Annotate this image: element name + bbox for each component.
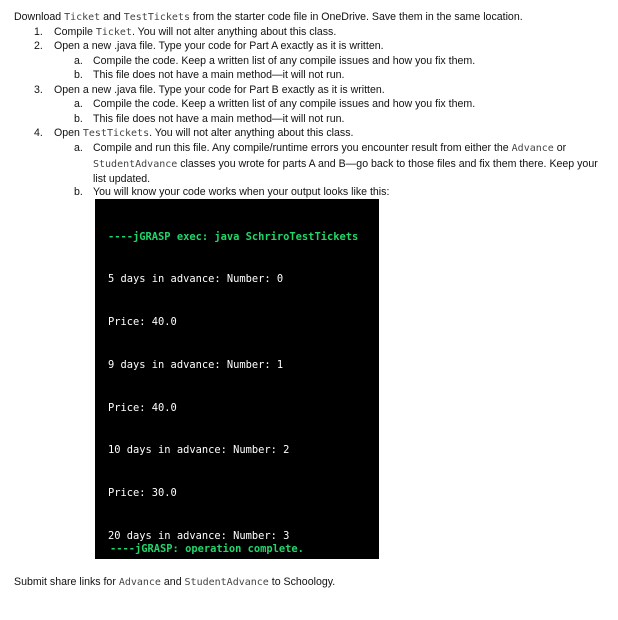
code-advance: Advance	[511, 143, 554, 154]
step-number: 4.	[34, 127, 43, 139]
code-studentadvance: StudentAdvance	[184, 577, 269, 588]
intro-text: and	[100, 11, 124, 23]
code-ticket: Ticket	[64, 12, 101, 23]
intro-text: from the starter code file in OneDrive. Save them in the same location.	[189, 11, 523, 23]
console-line: 20 days in advance: Number: 3	[108, 529, 290, 542]
step-text: . You will not alter anything about this class.	[149, 127, 354, 139]
substep-text: classes you wrote for parts A and B—go back to those files and fix them there. Keep your list updated.	[93, 157, 598, 186]
console-line: Price: 40.0	[108, 316, 177, 328]
console-line: 10 days in advance: Number: 2	[108, 444, 290, 457]
footer-text: Submit share links for	[14, 576, 119, 588]
substep-2a-text: Compile the code. Keep a written list of any compile issues and how you fix them.	[93, 55, 476, 67]
substep-4b-text: You will know your code works when your output looks like this:	[93, 186, 390, 198]
substep-text: or	[553, 142, 567, 154]
submit-instructions	[14, 575, 335, 591]
step-text: Compile	[54, 26, 96, 38]
code-ticket: Ticket	[95, 27, 132, 38]
step-text: Open	[54, 127, 83, 139]
step-4-text	[54, 126, 353, 142]
step-3-text: Open a new .java file. Type your code for Part B exactly as it is written.	[54, 84, 385, 96]
substep-number: b.	[74, 186, 83, 198]
console-line: Price: 30.0	[108, 487, 177, 499]
step-number: 1.	[34, 26, 43, 38]
console-header: ----jGRASP exec: java SchriroTestTickets	[108, 230, 359, 243]
code-testtickets: TestTickets	[123, 12, 190, 23]
step-number: 3.	[34, 84, 43, 96]
code-studentadvance: StudentAdvance	[93, 158, 178, 170]
substep-number: b.	[74, 113, 83, 125]
console-line: Price: 40.0	[108, 401, 177, 414]
substep-3a-text: Compile the code. Keep a written list of any compile issues and how you fix them.	[93, 98, 476, 110]
substep-4a-text	[93, 141, 598, 187]
substep-number: b.	[74, 69, 83, 81]
step-text: . You will not alter anything about this class.	[131, 26, 337, 38]
substep-3b-text: This file does not have a main method—it will not run.	[93, 113, 345, 125]
step-number: 2.	[34, 40, 43, 52]
intro-text: Download	[14, 11, 65, 23]
console-line: 9 days in advance: Number: 1	[108, 358, 284, 371]
code-testtickets: TestTickets	[82, 128, 150, 139]
substep-2b-text: This file does not have a main method—it will not run.	[93, 69, 345, 81]
console-output-window	[95, 199, 379, 559]
footer-text: to Schoology.	[268, 576, 336, 588]
console-footer: ----jGRASP: operation complete.	[110, 543, 304, 555]
substep-number: a.	[74, 55, 83, 67]
footer-text: and	[160, 576, 185, 588]
intro-paragraph	[14, 10, 523, 26]
console-lines	[108, 201, 358, 559]
console-line: 5 days in advance: Number: 0	[108, 273, 284, 286]
substep-number: a.	[74, 142, 83, 154]
code-advance: Advance	[118, 577, 161, 588]
substep-text: Compile and run this file. Any compile/runtime errors you encounter result from either the	[93, 142, 512, 154]
substep-number: a.	[74, 98, 83, 110]
step-2-text: Open a new .java file. Type your code for Part A exactly as it is written.	[54, 40, 384, 52]
